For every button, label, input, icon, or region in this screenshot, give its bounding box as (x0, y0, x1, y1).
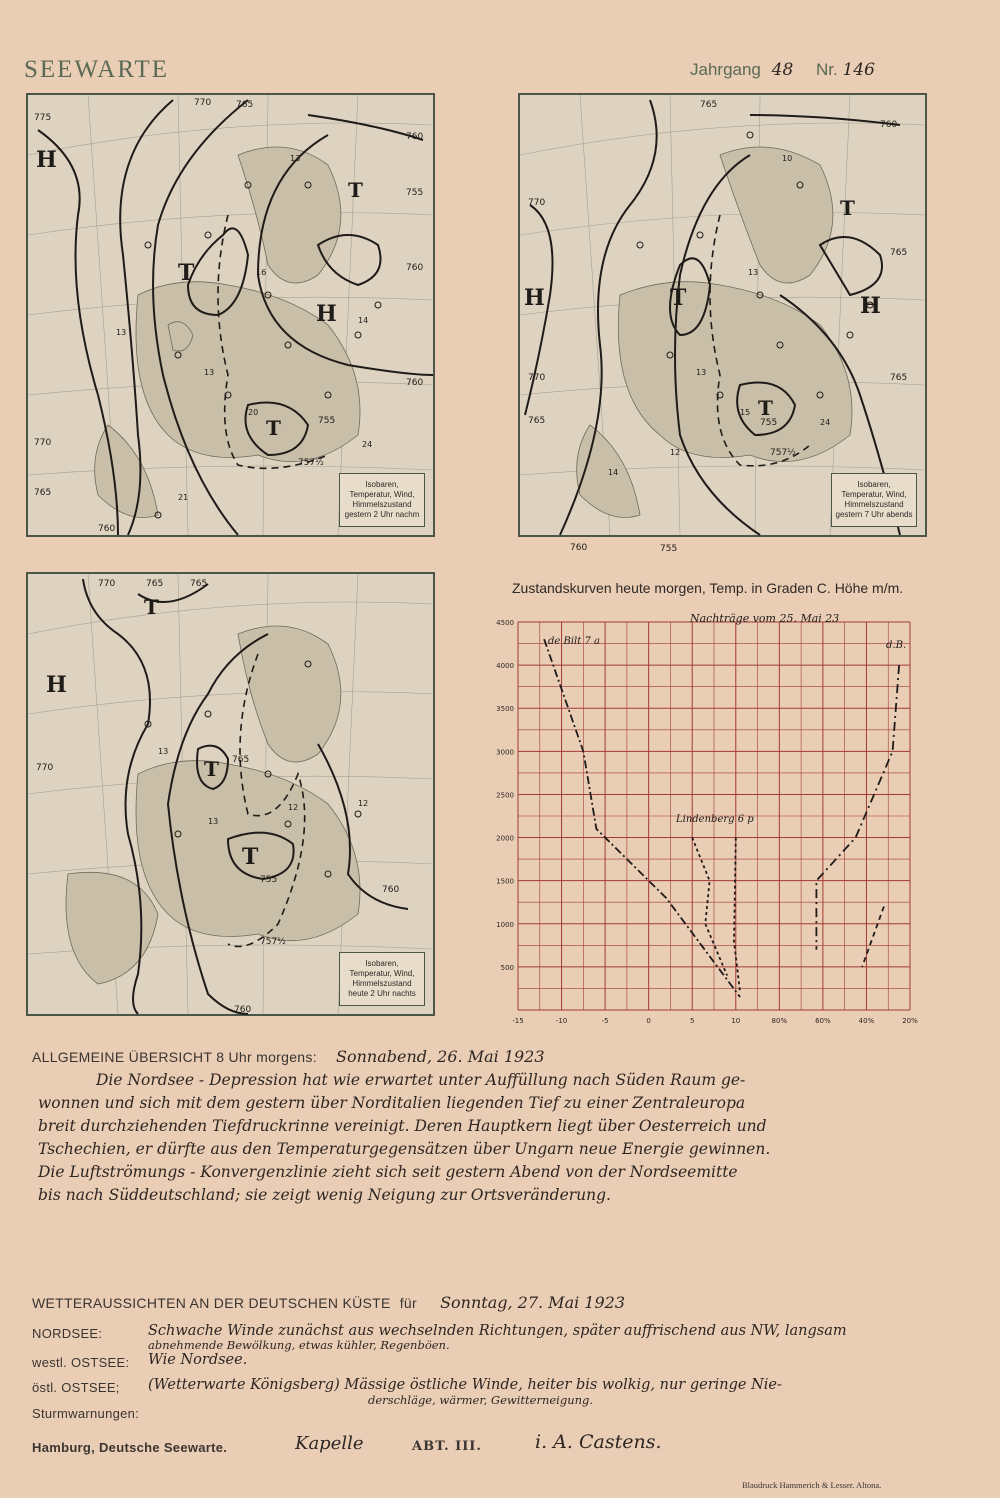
svg-text:24: 24 (362, 440, 373, 449)
weather-map-2 (518, 93, 927, 554)
svg-text:757½: 757½ (260, 937, 286, 947)
svg-text:755: 755 (318, 416, 336, 426)
overview-line: breit durchziehenden Tiefdruckrinne vereinigt. Deren Hauptkern liegt über Oesterreich und (38, 1117, 767, 1135)
forecast-date: Sonntag, 27. Mai 1923 (440, 1293, 626, 1312)
svg-text:13: 13 (290, 154, 301, 163)
svg-text:770: 770 (194, 98, 212, 108)
svg-text:16: 16 (256, 268, 267, 277)
overview-heading (32, 1047, 545, 1066)
svg-text:13: 13 (116, 328, 127, 337)
svg-text:770: 770 (98, 579, 116, 589)
svg-text:765: 765 (236, 100, 254, 110)
svg-text:765: 765 (146, 579, 164, 589)
svg-text:14: 14 (608, 468, 619, 477)
svg-text:10: 10 (782, 154, 793, 163)
oestl-ostsee-label: östl. OSTSEE; (32, 1380, 120, 1395)
footer-printer: Blaudruck Hammerich & Lesser. Altona. (742, 1480, 882, 1490)
series-line (862, 907, 884, 967)
svg-text:T: T (758, 396, 773, 420)
jahrgang-value: 48 (771, 60, 794, 80)
overview-line: Die Luftströmungs - Konvergenzlinie zieht sich seit gestern Abend von der Nordseemitte (38, 1163, 738, 1181)
x-tick-label: -15 (512, 1017, 524, 1025)
svg-text:12: 12 (358, 799, 369, 808)
svg-text:T: T (204, 757, 219, 781)
westl-ostsee-label: westl. OSTSEE: (32, 1355, 130, 1370)
nr-value: 146 (842, 60, 875, 80)
forecast-fuer: für (399, 1295, 417, 1311)
svg-text:12: 12 (670, 448, 681, 457)
svg-text:T: T (242, 844, 259, 870)
series-line (692, 838, 727, 976)
svg-text:765: 765 (890, 373, 908, 383)
svg-text:770: 770 (528, 198, 546, 208)
footer-abt: ABT. III. (412, 1439, 482, 1454)
nr-label: Nr. (816, 60, 838, 79)
y-tick-label: 4500 (496, 619, 514, 627)
map-legend: Isobaren, Temperatur, Wind, Himmelszustand gestern 7 Uhr abends (831, 473, 917, 527)
weather-map-1 (26, 93, 435, 537)
svg-text:13: 13 (696, 368, 707, 377)
svg-text:T: T (266, 416, 281, 440)
overview-line: Tschechien, er dürfte aus den Temperaturgegensätzen über Ungarn neue Energie gewinnen. (38, 1140, 771, 1158)
svg-text:765: 765 (232, 755, 250, 765)
overview-line: wonnen und sich mit dem gestern über Norditalien liegenden Tief zu einer Zentraleuropa (38, 1094, 746, 1112)
y-tick-label: 2000 (496, 834, 514, 843)
map-legend: Isobaren, Temperatur, Wind, Himmelszustand gestern 2 Uhr nachm (339, 473, 425, 527)
svg-text:T: T (144, 595, 159, 619)
svg-text:755: 755 (260, 875, 278, 885)
svg-text:13: 13 (204, 368, 215, 377)
svg-text:24: 24 (820, 418, 831, 427)
y-tick-label: 1000 (496, 920, 514, 929)
svg-text:760: 760 (406, 132, 424, 142)
overview-line: bis nach Süddeutschland; sie zeigt wenig Neigung zur Ortsveränderung. (38, 1186, 611, 1204)
sturm-label: Sturmwarnungen: (32, 1406, 140, 1421)
x-tick-label: 0 (646, 1017, 651, 1025)
series-label: Lindenberg 6 p (676, 814, 754, 825)
svg-text:13: 13 (748, 268, 759, 277)
x-tick-label: 80% (771, 1017, 788, 1025)
svg-text:H: H (524, 285, 545, 311)
weather-map-3 (26, 572, 435, 1016)
svg-text:760: 760 (570, 543, 588, 553)
oestl-ostsee-text-2: derschläge, wärmer, Gewitterneigung. (368, 1393, 594, 1407)
svg-text:760: 760 (880, 120, 898, 130)
y-tick-label: 3500 (496, 705, 514, 714)
overview-line: Die Nordsee - Depression hat wie erwartet unter Auffüllung nach Süden Raum ge- (96, 1071, 746, 1089)
series-label: d.B. (886, 640, 907, 651)
footer-signature: Kapelle (295, 1433, 364, 1454)
map-legend: Isobaren, Temperatur, Wind, Himmelszustand heute 2 Uhr nachts (339, 952, 425, 1006)
svg-text:755: 755 (406, 188, 424, 198)
svg-text:755: 755 (660, 544, 678, 554)
x-tick-label: 60% (815, 1017, 831, 1025)
chart-annotation: Nachträge vom 25. Mai 23 (690, 612, 840, 625)
svg-text:757½: 757½ (298, 458, 324, 468)
footer-org: Hamburg, Deutsche Seewarte. (32, 1440, 228, 1455)
svg-text:770: 770 (34, 438, 52, 448)
svg-text:13: 13 (208, 817, 219, 826)
svg-text:12: 12 (288, 803, 299, 812)
y-tick-label: 2500 (496, 791, 514, 800)
oestl-ostsee-text: (Wetterwarte Königsberg) Mässige östliche Winde, heiter bis wolkig, nur geringe Nie- (148, 1377, 782, 1393)
forecast-label: WETTERAUSSICHTEN AN DER DEUTSCHEN KÜSTE (32, 1295, 391, 1311)
svg-text:T: T (670, 285, 687, 311)
y-tick-label: 4000 (496, 662, 514, 671)
svg-text:765: 765 (190, 579, 208, 589)
nordsee-label: NORDSEE: (32, 1326, 103, 1341)
x-tick-label: 40% (858, 1017, 875, 1025)
svg-text:20: 20 (248, 408, 259, 417)
nordsee-text: Schwache Winde zunächst aus wechselnden Richtungen, später auffrischend aus NW, langsam (148, 1323, 847, 1339)
page-title: SEEWARTE (24, 56, 170, 83)
svg-text:755: 755 (760, 418, 778, 428)
svg-text:765: 765 (528, 416, 546, 426)
x-tick-label: 5 (689, 1017, 695, 1025)
svg-text:770: 770 (36, 763, 54, 773)
svg-text:H: H (46, 672, 67, 698)
svg-text:765: 765 (700, 100, 718, 110)
svg-text:H: H (36, 147, 57, 173)
svg-text:21: 21 (178, 493, 189, 502)
series-line (734, 838, 740, 993)
x-tick-label: -5 (601, 1017, 609, 1025)
forecast-heading (32, 1293, 625, 1312)
svg-text:760: 760 (382, 885, 400, 895)
svg-text:T: T (840, 196, 855, 220)
westl-ostsee-text: Wie Nordsee. (148, 1352, 248, 1368)
y-tick-label: 1500 (496, 877, 514, 886)
x-tick-label: 20% (902, 1017, 918, 1025)
jahrgang-label: Jahrgang (690, 60, 761, 79)
svg-text:760: 760 (406, 378, 424, 388)
svg-text:13: 13 (158, 747, 169, 756)
svg-text:765: 765 (890, 248, 908, 258)
svg-text:775: 775 (34, 113, 52, 123)
svg-text:770: 770 (528, 373, 546, 383)
y-tick-label: 500 (500, 963, 514, 972)
svg-text:760: 760 (406, 263, 424, 273)
series-label: de Bilt 7 a (548, 636, 600, 647)
svg-text:T: T (178, 260, 195, 286)
chart-title: Zustandskurven heute morgen, Temp. in Graden C. Höhe m/m. (512, 580, 904, 596)
svg-text:765: 765 (34, 488, 52, 498)
nordsee-text-2: abnehmende Bewölkung, etwas kühler, Regenböen. (148, 1338, 450, 1352)
svg-text:H: H (316, 301, 337, 327)
x-tick-label: -10 (555, 1017, 568, 1025)
svg-text:760: 760 (98, 524, 116, 534)
x-tick-label: 10 (731, 1017, 741, 1025)
issue-info (690, 60, 875, 80)
overview-label: ALLGEMEINE ÜBERSICHT 8 Uhr morgens: (32, 1049, 317, 1065)
svg-text:14: 14 (358, 316, 369, 325)
svg-text:15: 15 (740, 408, 751, 417)
footer-ia: i. A. Castens. (535, 1431, 662, 1453)
y-tick-label: 3000 (496, 748, 514, 757)
svg-text:757½: 757½ (770, 448, 796, 458)
overview-date: Sonnabend, 26. Mai 1923 (335, 1047, 545, 1066)
svg-text:H: H (860, 293, 881, 319)
svg-text:760: 760 (234, 1005, 252, 1015)
profile-chart (490, 600, 930, 1025)
svg-text:T: T (348, 178, 363, 202)
